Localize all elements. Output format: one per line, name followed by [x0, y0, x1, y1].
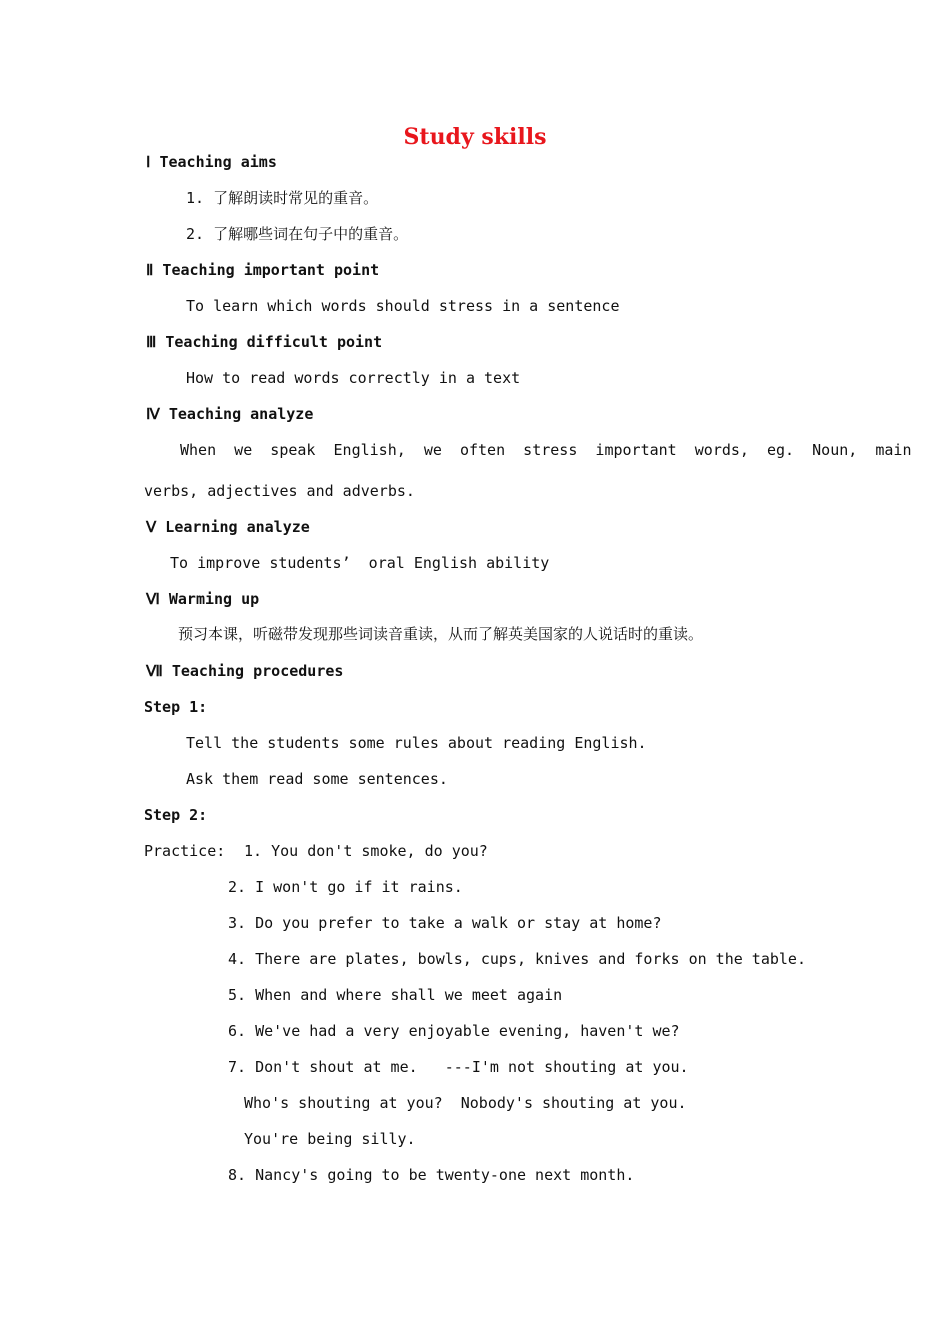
aims-item-1: 1. 了解朗读时常见的重音。 — [186, 189, 379, 207]
practice-item-7-line-2: Who's shouting at you? Nobody's shouting at you. — [244, 1094, 687, 1112]
step-2-heading: Step 2: — [144, 806, 208, 824]
difficult-point-text: How to read words correctly in a text — [186, 369, 521, 387]
step-1-line-2: Ask them read some sentences. — [186, 770, 448, 788]
learning-text: To improve students’ oral English ability — [170, 554, 550, 572]
analyze-text-line-1: When we speak English, we often stress important words, eg. Noun, main — [180, 441, 912, 459]
practice-item-8: 8. Nancy's going to be twenty-one next month. — [228, 1166, 635, 1184]
practice-item-4: 4. There are plates, bowls, cups, knives and forks on the table. — [228, 950, 806, 968]
practice-item-3: 3. Do you prefer to take a walk or stay at home? — [228, 914, 662, 932]
step-1-heading: Step 1: — [144, 698, 208, 716]
section-heading-warming: Ⅵ Warming up — [146, 590, 260, 608]
practice-label: Practice: — [144, 842, 226, 860]
aims-item-2: 2. 了解哪些词在句子中的重音。 — [186, 225, 409, 243]
section-heading-learning: Ⅴ Learning analyze — [146, 518, 310, 536]
section-heading-analyze: Ⅳ Teaching analyze — [146, 405, 314, 423]
analyze-text-line-2: verbs, adjectives and adverbs. — [144, 482, 415, 500]
document-title: Study skills — [403, 124, 547, 150]
practice-item-6: 6. We've had a very enjoyable evening, haven't we? — [228, 1022, 680, 1040]
section-heading-aims: Ⅰ Teaching aims — [146, 153, 277, 171]
practice-item-7: 7. Don't shout at me. ---I'm not shouting at you. — [228, 1058, 689, 1076]
section-heading-important: Ⅱ Teaching important point — [146, 261, 380, 279]
important-point-text: To learn which words should stress in a sentence — [186, 297, 620, 315]
practice-item-5: 5. When and where shall we meet again — [228, 986, 563, 1004]
practice-item-1: 1. You don't smoke, do you? — [244, 842, 488, 860]
practice-item-2: 2. I won't go if it rains. — [228, 878, 463, 896]
section-heading-difficult: Ⅲ Teaching difficult point — [146, 333, 383, 351]
step-1-line-1: Tell the students some rules about reading English. — [186, 734, 647, 752]
practice-item-7-line-3: You're being silly. — [244, 1130, 416, 1148]
section-heading-procedures: Ⅶ Teaching procedures — [146, 662, 344, 680]
warming-text: 预习本课，听磁带发现那些词读音重读，从而了解英美国家的人说话时的重读。 — [178, 625, 704, 643]
